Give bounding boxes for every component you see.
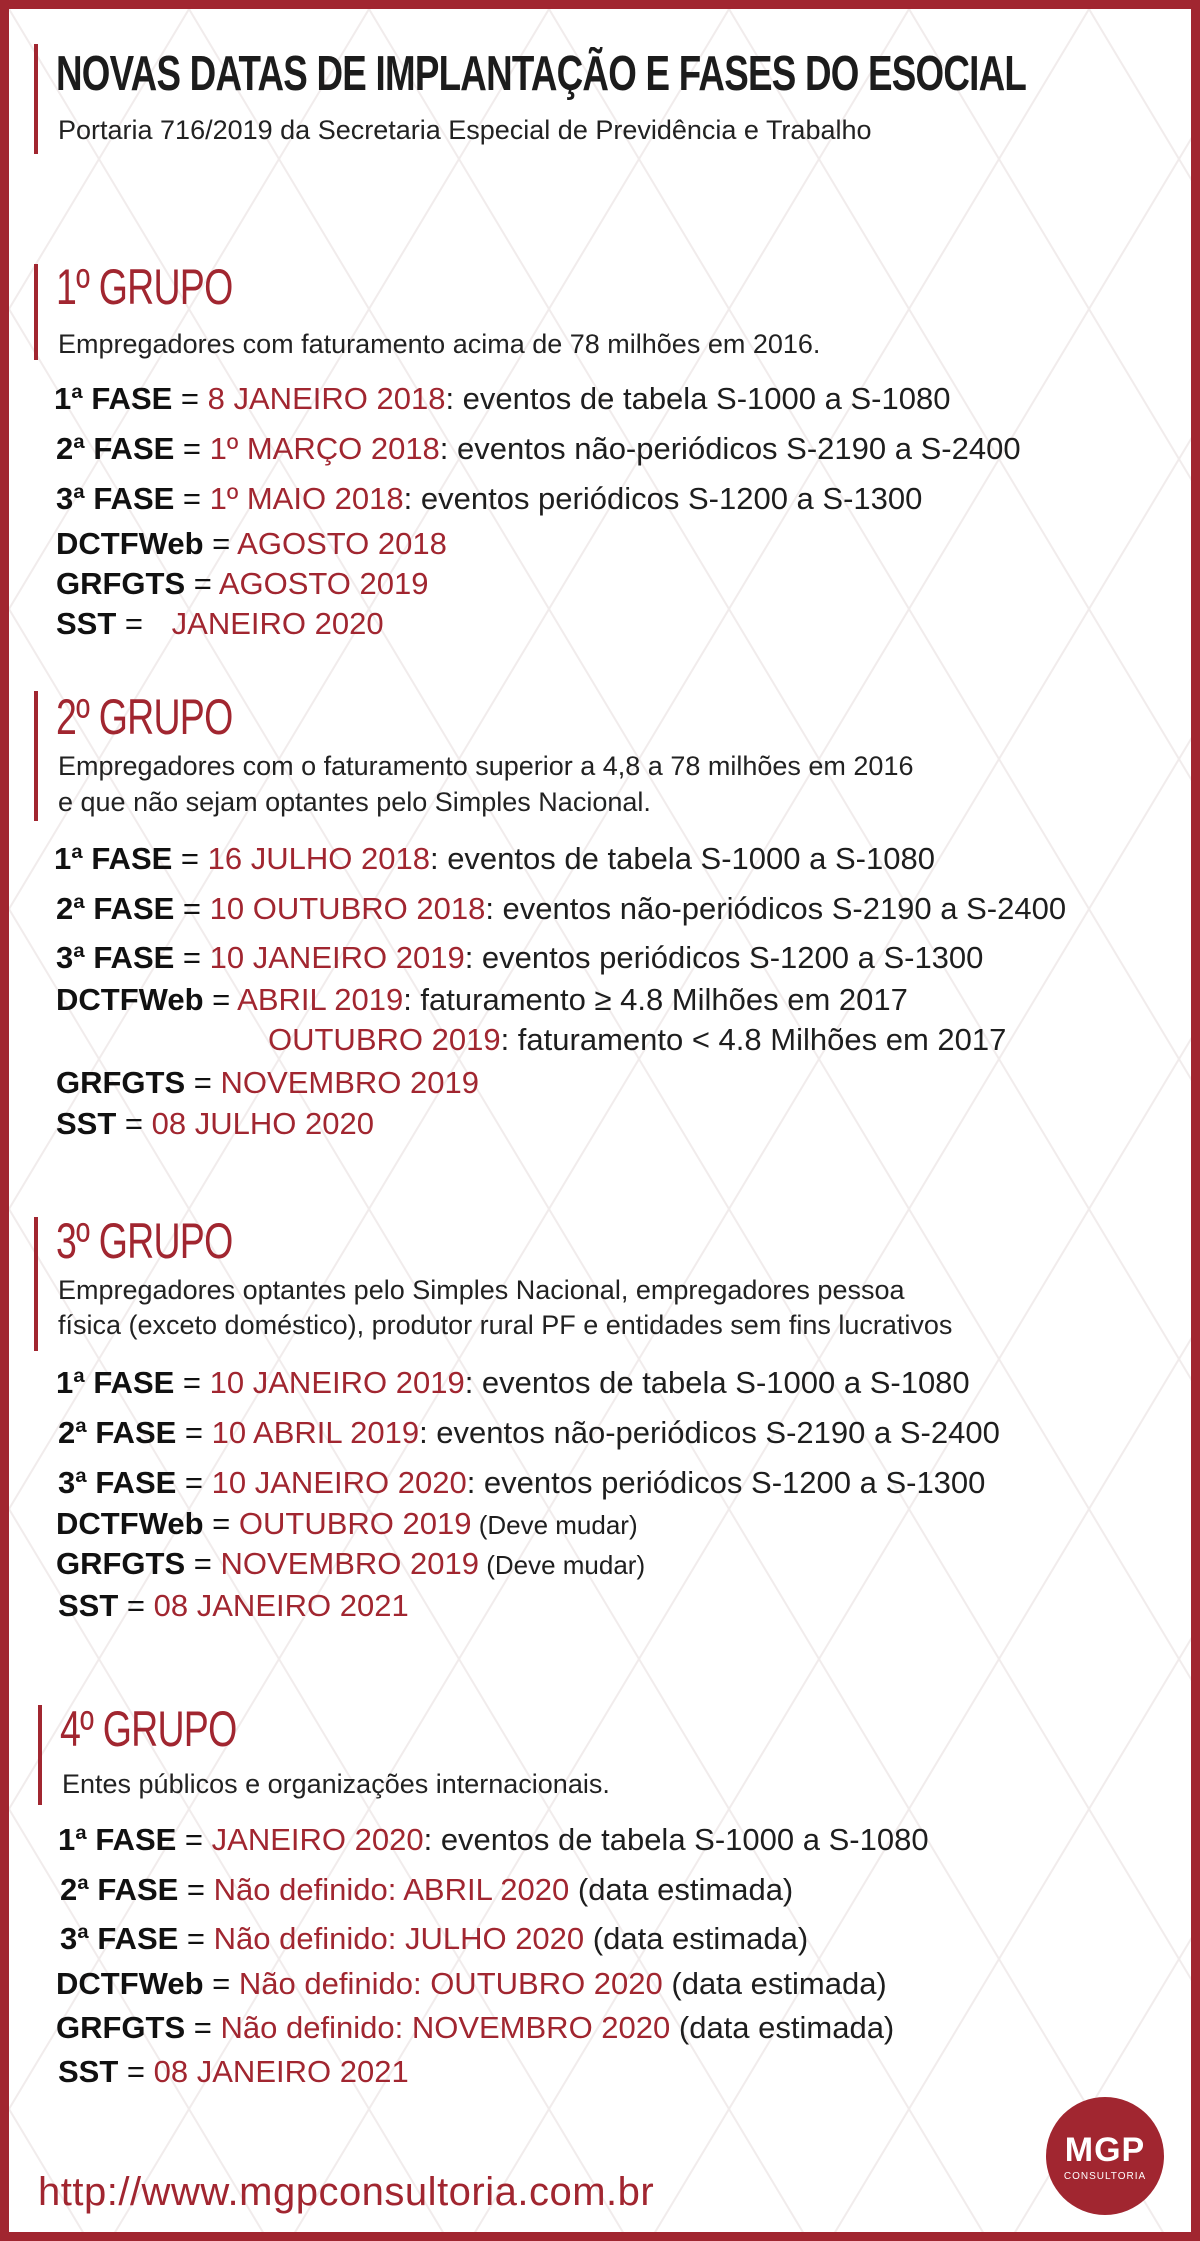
item-date: OUTUBRO 2019 <box>268 1022 501 1057</box>
item-equals: = <box>124 1106 144 1141</box>
group-1-title: 1º GRUPO <box>56 259 233 315</box>
item-note: (data estimada) <box>670 2010 895 2045</box>
group-3-description-line-2: física (exceto doméstico), produtor rural PF e entidades sem fins lucrativos <box>58 1310 953 1340</box>
group-2-accent-bar <box>34 691 38 821</box>
item-label: DCTFWeb <box>56 1506 204 1541</box>
item-detail: : eventos não-periódicos S-2190 a S-2400 <box>439 431 1021 466</box>
item-date: 10 JANEIRO 2019 <box>209 1365 465 1400</box>
item-date: ABRIL 2019 <box>237 982 404 1017</box>
item-equals: = <box>193 2010 212 2045</box>
group-4-item-5 <box>56 2010 894 2046</box>
item-label: 1ª FASE <box>54 841 173 876</box>
item-label: GRFGTS <box>56 566 186 601</box>
group-1-description: Empregadores com faturamento acima de 78 milhões em 2016. <box>58 329 821 359</box>
group-3-item-6 <box>58 1588 409 1624</box>
item-equals: = <box>126 2054 146 2089</box>
item-label: 1ª FASE <box>56 1365 175 1400</box>
item-equals: = <box>184 1822 204 1857</box>
item-detail: : eventos não-periódicos S-2190 a S-2400 <box>419 1415 1000 1450</box>
item-date: NOVEMBRO 2019 <box>220 1065 479 1100</box>
item-detail: : eventos de tabela S-1000 a S-1080 <box>423 1822 929 1857</box>
page-subtitle: Portaria 716/2019 da Secretaria Especial de Previdência e Trabalho <box>58 115 872 145</box>
group-3-title: 3º GRUPO <box>56 1213 233 1269</box>
item-label: 2ª FASE <box>56 891 175 926</box>
item-date: 10 JANEIRO 2020 <box>211 1465 467 1500</box>
item-equals: = <box>182 1365 202 1400</box>
group-3-item-4 <box>56 1506 638 1542</box>
item-detail: : eventos periódicos S-1200 a S-1300 <box>466 1465 986 1500</box>
item-equals: = <box>212 1506 231 1541</box>
item-equals: = <box>182 891 202 926</box>
item-label: GRFGTS <box>56 1065 186 1100</box>
item-equals: = <box>186 1872 206 1907</box>
item-label: SST <box>58 1588 119 1623</box>
item-detail: : eventos periódicos S-1200 a S-1300 <box>403 481 923 516</box>
item-equals: = <box>180 841 200 876</box>
item-label: DCTFWeb <box>56 526 204 561</box>
item-equals: = <box>182 431 202 466</box>
item-label: 3ª FASE <box>60 1921 179 1956</box>
item-date: 08 JULHO 2020 <box>151 1106 374 1141</box>
item-equals: = <box>184 1465 204 1500</box>
item-date: 08 JANEIRO 2021 <box>153 2054 409 2089</box>
header-accent-bar <box>34 44 38 154</box>
item-note: (data estimada) <box>569 1872 794 1907</box>
item-equals: = <box>182 481 202 516</box>
group-3-accent-bar <box>34 1217 38 1351</box>
item-equals: = <box>186 1921 206 1956</box>
item-equals: = <box>193 1065 212 1100</box>
item-label: 2ª FASE <box>60 1872 179 1907</box>
item-label: 3ª FASE <box>58 1465 177 1500</box>
item-equals: = <box>182 940 202 975</box>
item-date: 16 JULHO 2018 <box>207 841 430 876</box>
item-equals: = <box>212 982 231 1017</box>
item-date: 10 OUTUBRO 2018 <box>209 891 486 926</box>
item-date: Não definido: NOVEMBRO 2020 <box>220 2010 671 2045</box>
item-equals: = <box>193 1546 212 1581</box>
item-detail: : faturamento < 4.8 Milhões em 2017 <box>500 1022 1007 1057</box>
group-3-item-2 <box>58 1415 1000 1451</box>
item-date: JANEIRO 2020 <box>171 606 384 641</box>
item-label: 3ª FASE <box>56 940 175 975</box>
item-date: Não definido: JULHO 2020 <box>213 1921 585 1956</box>
item-date: NOVEMBRO 2019 <box>220 1546 479 1581</box>
item-date: AGOSTO 2018 <box>237 526 447 561</box>
group-2-item-3 <box>56 940 983 976</box>
group-1-item-2 <box>56 431 1021 467</box>
item-date: JANEIRO 2020 <box>211 1822 424 1857</box>
item-date: 08 JANEIRO 2021 <box>153 1588 409 1623</box>
group-4-accent-bar <box>38 1705 42 1805</box>
group-3-description-line-1: Empregadores optantes pelo Simples Nacional, empregadores pessoa <box>58 1275 905 1305</box>
group-4-description: Entes públicos e organizações internacionais. <box>62 1769 610 1799</box>
item-equals: = <box>180 381 200 416</box>
item-label: 3ª FASE <box>56 481 175 516</box>
item-label: 1ª FASE <box>58 1822 177 1857</box>
group-4-item-1 <box>58 1822 929 1858</box>
item-label: SST <box>56 606 117 641</box>
item-label: DCTFWeb <box>56 1966 204 2001</box>
item-date: 1º MARÇO 2018 <box>209 431 440 466</box>
item-label: SST <box>56 1106 117 1141</box>
mgp-logo <box>1046 2097 1164 2215</box>
group-4-item-2 <box>60 1872 793 1908</box>
group-2-description-line-2: e que não sejam optantes pelo Simples Nacional. <box>58 787 651 817</box>
item-label: 1ª FASE <box>54 381 173 416</box>
item-detail: : eventos de tabela S-1000 a S-1080 <box>429 841 935 876</box>
group-3-item-5 <box>56 1546 645 1582</box>
group-1-item-5 <box>56 566 428 602</box>
group-2-item-4 <box>56 982 908 1018</box>
group-3-item-1 <box>56 1365 970 1401</box>
item-label: SST <box>58 2054 119 2089</box>
item-label: DCTFWeb <box>56 982 204 1017</box>
item-date: AGOSTO 2019 <box>218 566 429 601</box>
group-4-item-4 <box>56 1966 887 2002</box>
item-date: 10 ABRIL 2019 <box>211 1415 420 1450</box>
group-2-item-1 <box>54 841 935 877</box>
item-note: (data estimada) <box>584 1921 809 1956</box>
item-detail: : eventos não-periódicos S-2190 a S-2400 <box>485 891 1067 926</box>
group-4-item-3 <box>60 1921 808 1957</box>
group-1-accent-bar <box>34 264 38 360</box>
item-equals: = <box>212 1966 231 2001</box>
logo-main-text: MGP <box>1064 2131 1146 2169</box>
item-detail: : eventos de tabela S-1000 a S-1080 <box>464 1365 970 1400</box>
website-link[interactable]: http://www.mgpconsultoria.com.br <box>38 2170 655 2214</box>
group-1-item-6 <box>56 606 384 642</box>
group-4-item-6 <box>58 2054 409 2090</box>
item-equals: = <box>184 1415 204 1450</box>
item-label: GRFGTS <box>56 1546 186 1581</box>
group-1-item-3 <box>56 481 922 517</box>
item-equals: = <box>126 1588 146 1623</box>
group-2-title: 2º GRUPO <box>56 689 233 745</box>
item-detail: : eventos de tabela S-1000 a S-1080 <box>445 381 951 416</box>
item-equals: = <box>212 526 231 561</box>
item-date: 8 JANEIRO 2018 <box>207 381 446 416</box>
item-date: OUTUBRO 2019 <box>238 1506 472 1541</box>
group-4-title: 4º GRUPO <box>60 1701 237 1757</box>
group-3-item-3 <box>58 1465 985 1501</box>
group-2-item-5 <box>268 1022 1006 1058</box>
item-label: 2ª FASE <box>56 431 175 466</box>
group-2-item-6 <box>56 1065 479 1101</box>
item-date: Não definido: OUTUBRO 2020 <box>238 1966 663 2001</box>
item-date: 10 JANEIRO 2019 <box>209 940 465 975</box>
item-date: 1º MAIO 2018 <box>209 481 404 516</box>
page-title: NOVAS DATAS DE IMPLANTAÇÃO E FASES DO ESOCIAL <box>56 47 1027 101</box>
item-note: (Deve mudar) <box>471 1510 638 1540</box>
item-equals: = <box>193 566 212 601</box>
item-label: 2ª FASE <box>58 1415 177 1450</box>
item-date: Não definido: ABRIL 2020 <box>213 1872 570 1907</box>
item-equals: = <box>124 606 144 641</box>
item-label: GRFGTS <box>56 2010 186 2045</box>
group-1-item-1 <box>54 381 950 417</box>
item-detail: : eventos periódicos S-1200 a S-1300 <box>464 940 984 975</box>
group-1-item-4 <box>56 526 447 562</box>
item-detail: : faturamento ≥ 4.8 Milhões em 2017 <box>403 982 908 1017</box>
logo-sub-text: CONSULTORIA <box>1063 2171 1147 2182</box>
group-2-item-2 <box>56 891 1066 927</box>
item-note: (Deve mudar) <box>478 1550 646 1580</box>
group-2-description-line-1: Empregadores com o faturamento superior a 4,8 a 78 milhões em 2016 <box>58 751 914 781</box>
group-2-item-7 <box>56 1106 374 1142</box>
item-note: (data estimada) <box>662 1966 887 2001</box>
